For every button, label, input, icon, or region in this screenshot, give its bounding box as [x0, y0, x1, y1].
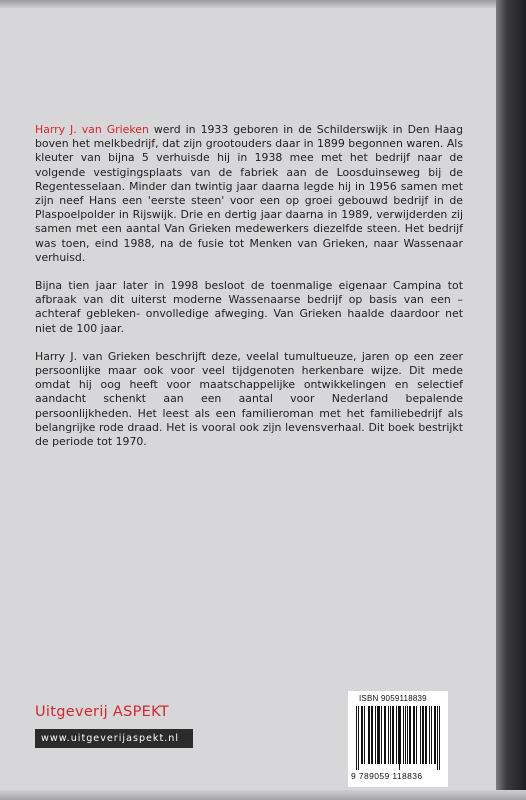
barcode-bar: [384, 706, 385, 764]
barcode-bar: [362, 706, 363, 764]
publisher-name: Uitgeverij ASPEKT: [35, 704, 169, 720]
barcode-bar: [364, 706, 365, 764]
barcode-bar: [420, 706, 421, 764]
blurb-paragraph-1-text: werd in 1933 geboren in de Schilderswijk in Den Haag boven het melkbedrijf, dat zijn grootouders daar in 1899 begonnen waren. Als kleuter van bijna 5 verhuisde hij in 1938 mee met het bedrijf naar de volgende vestigingsplaats van de fabriek aan de Loosduinseweg bij de Regentesselaan. Minder dan twintig jaar daarna legde hij in 1956 samen met zijn neef Hans een 'eerste steen' voor een op groei gebouwd bedrijf in de Plaspoelpolder in Rijswijk. Drie en dertig jaar daarna in 1989, verwijderden zij samen met een aantal Van Grieken medewerkers diezelfde steen. Het bedrijf was toen, eind 1988, na de fusie tot Menken van Grieken, naar Wassenaar verhuisd.: [35, 123, 463, 264]
blurb-paragraph-3: Harry J. van Grieken beschrijft deze, veelal tumultueuze, jaren op een zeer persoonlijke maar ook voor veel tijdgenoten herkenbare wijze. Dit mede omdat hij oog heeft voor maatschappelijke ontwikkelingen en selectief aandacht schenkt aan een aantal voor Nederland bepalende persoonlijkheden. Het leest als een familieroman met het familiebedrijf als belangrijke rode draad. Het is vooral ook zijn levensverhaal. Dit boek bestrijkt de periode tot 1970.: [35, 349, 463, 449]
barcode-icon: [356, 706, 440, 772]
blurb-paragraph-1: [35, 123, 463, 265]
barcode-bar: [368, 706, 369, 764]
barcode-bar: [422, 706, 423, 764]
barcode-bar: [423, 706, 424, 764]
barcode-bar: [356, 706, 357, 770]
book-bottom-edge: [0, 790, 526, 800]
barcode-box: [348, 691, 448, 787]
book-spine-edge: [496, 0, 526, 800]
author-name: Harry J. van Grieken: [35, 123, 149, 136]
barcode-bar: [377, 706, 378, 764]
publisher-url: www.uitgeverijaspekt.nl: [35, 729, 193, 748]
barcode-bar: [392, 706, 393, 764]
barcode-bar: [378, 706, 379, 764]
barcode-bar: [369, 706, 370, 764]
barcode-bar: [407, 706, 408, 764]
barcode-bar: [390, 706, 391, 764]
barcode-bar: [396, 706, 397, 764]
barcode-bar: [413, 706, 414, 764]
barcode-bar: [403, 706, 404, 764]
barcode-bar: [435, 706, 436, 764]
barcode-bar: [429, 706, 430, 764]
blurb-text: [35, 123, 463, 463]
barcode-bar: [393, 706, 394, 764]
barcode-bar: [399, 706, 400, 770]
isbn-label: ISBN 9059118839: [359, 694, 427, 703]
barcode-bar: [439, 706, 440, 770]
barcode-bar: [372, 706, 373, 764]
barcode-bar: [437, 706, 438, 770]
barcode-bar: [398, 706, 399, 764]
barcode-bar: [375, 706, 376, 764]
barcode-digits: 9 789059 118836: [351, 771, 423, 781]
barcode-bar: [405, 706, 406, 764]
barcode-bar: [409, 706, 410, 764]
barcode-bar: [361, 706, 362, 764]
barcode-bar: [416, 706, 417, 764]
barcode-bar: [425, 706, 426, 764]
book-top-edge: [0, 0, 526, 8]
publisher-block: [35, 704, 193, 748]
barcode-bar: [434, 706, 435, 764]
barcode-bar: [410, 706, 411, 764]
barcode-bar: [414, 706, 415, 764]
blurb-paragraph-2: Bijna tien jaar later in 1998 besloot de toenmalige eigenaar Campina tot afbraak van dit uiterst moderne Wassenaarse bedrijf op basis van een – achteraf gebleken- onvolledige afweging. Van Grieken haalde daardoor net niet de 100 jaar.: [35, 279, 463, 335]
barcode-bar: [385, 706, 386, 764]
barcode-bar: [388, 706, 389, 764]
barcode-bar: [379, 706, 380, 764]
barcode-bar: [400, 706, 401, 764]
barcode-bar: [426, 706, 427, 764]
barcode-bar: [381, 706, 382, 764]
barcode-bar: [358, 706, 359, 770]
barcode-bar: [431, 706, 432, 764]
barcode-bar: [371, 706, 372, 764]
